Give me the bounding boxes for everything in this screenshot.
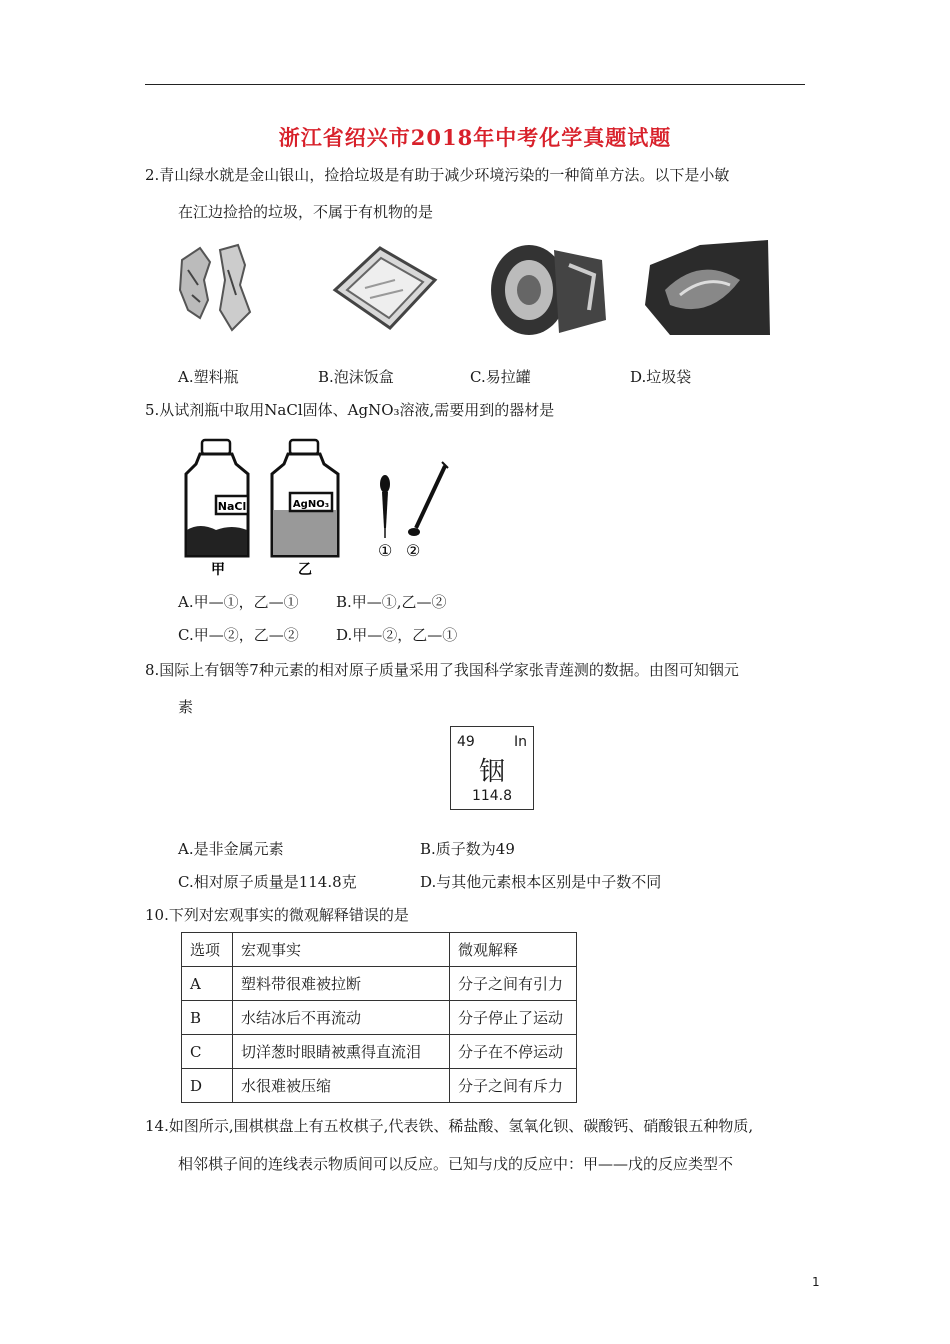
row-macro: 塑料带很难被拉断 xyxy=(233,967,450,1001)
q2-option-a: A.塑料瓶 xyxy=(178,368,239,386)
agno3-bottle-image xyxy=(272,440,338,556)
q2-option-d: D.垃圾袋 xyxy=(630,368,692,386)
dropper-image xyxy=(380,475,390,538)
indium-element-card xyxy=(450,726,534,810)
header-rule xyxy=(145,84,805,85)
table-row xyxy=(182,967,577,1001)
row-option: A xyxy=(182,967,233,1001)
row-option: C xyxy=(182,1035,233,1069)
q8-text-line2: 素 xyxy=(178,698,194,716)
lab-equipment-illustration xyxy=(180,438,455,578)
atomic-number: 49 xyxy=(457,734,475,750)
q2-option-b: B.泡沫饭盒 xyxy=(318,368,394,386)
q2-text-line1: 2.青山绿水就是金山银山，捡拾垃圾是有助于减少环境污染的一种简单方法。以下是小敏 xyxy=(145,166,730,184)
page-number: 1 xyxy=(812,1275,820,1289)
row-option: D xyxy=(182,1069,233,1103)
row-macro: 切洋葱时眼睛被熏得直流泪 xyxy=(233,1035,450,1069)
q5-option-a: A.甲—①，乙—① xyxy=(178,593,299,611)
atomic-mass: 114.8 xyxy=(471,788,513,804)
q8-option-a: A.是非金属元素 xyxy=(178,840,284,858)
row-micro: 分子停止了运动 xyxy=(450,1001,577,1035)
q5-option-d: D.甲—②，乙—① xyxy=(336,626,458,644)
row-micro: 分子之间有斥力 xyxy=(450,1069,577,1103)
plastic-bottle-image xyxy=(170,240,260,340)
q5-option-b: B.甲—①,乙—② xyxy=(336,593,447,611)
q8-option-d: D.与其他元素根本区别是中子数不同 xyxy=(420,873,662,891)
q10-table xyxy=(181,932,577,1103)
spatula-image xyxy=(408,462,448,536)
bottle1-caption: 甲 xyxy=(211,562,225,578)
header-micro: 微观解释 xyxy=(450,933,577,967)
table-header-row xyxy=(182,933,577,967)
q8-text-line1: 8.国际上有铟等7种元素的相对原子质量采用了我国科学家张青莲测的数据。由图可知铟元 xyxy=(145,661,739,679)
can-image xyxy=(484,235,609,340)
agno3-label: AgNO₃ xyxy=(292,499,330,510)
nacl-label: NaCl xyxy=(217,500,247,513)
q2-text-line2: 在江边捡拾的垃圾，不属于有机物的是 xyxy=(178,203,434,221)
q14-text-line2: 相邻棋子间的连线表示物质间可以反应。已知与戊的反应中：甲——戊的反应类型不 xyxy=(178,1155,734,1173)
q5-option-c: C.甲—②，乙—② xyxy=(178,626,299,644)
row-micro: 分子之间有引力 xyxy=(450,967,577,1001)
table-row xyxy=(182,1001,577,1035)
q10-text-line1: 10.下列对宏观事实的微观解释错误的是 xyxy=(145,906,409,924)
row-macro: 水结冰后不再流动 xyxy=(233,1001,450,1035)
row-option: B xyxy=(182,1001,233,1035)
bottle2-caption: 乙 xyxy=(298,562,312,578)
table-row xyxy=(182,1035,577,1069)
q8-option-b: B.质子数为49 xyxy=(420,840,515,858)
element-symbol: In xyxy=(513,734,527,750)
tool2-label: ② xyxy=(406,541,421,560)
header-macro: 宏观事实 xyxy=(233,933,450,967)
garbage-bag-image xyxy=(640,235,775,340)
header-option: 选项 xyxy=(182,933,233,967)
foam-lunchbox-image xyxy=(325,240,440,335)
page-title: 浙江省绍兴市2018年中考化学真题试题 xyxy=(278,125,672,150)
row-micro: 分子在不停运动 xyxy=(450,1035,577,1069)
nacl-bottle-image xyxy=(186,440,248,556)
q8-option-c: C.相对原子质量是114.8克 xyxy=(178,873,357,891)
q5-text-line1: 5.从试剂瓶中取用NaCl固体、AgNO₃溶液,需要用到的器材是 xyxy=(145,401,555,419)
tool1-label: ① xyxy=(378,541,393,560)
row-macro: 水很难被压缩 xyxy=(233,1069,450,1103)
element-name: 铟 xyxy=(478,757,505,787)
q14-text-line1: 14.如图所示,围棋棋盘上有五枚棋子,代表铁、稀盐酸、氢氧化钡、碳酸钙、硝酸银五种物质, xyxy=(145,1117,754,1135)
table-row xyxy=(182,1069,577,1103)
q2-option-c: C.易拉罐 xyxy=(470,368,531,386)
